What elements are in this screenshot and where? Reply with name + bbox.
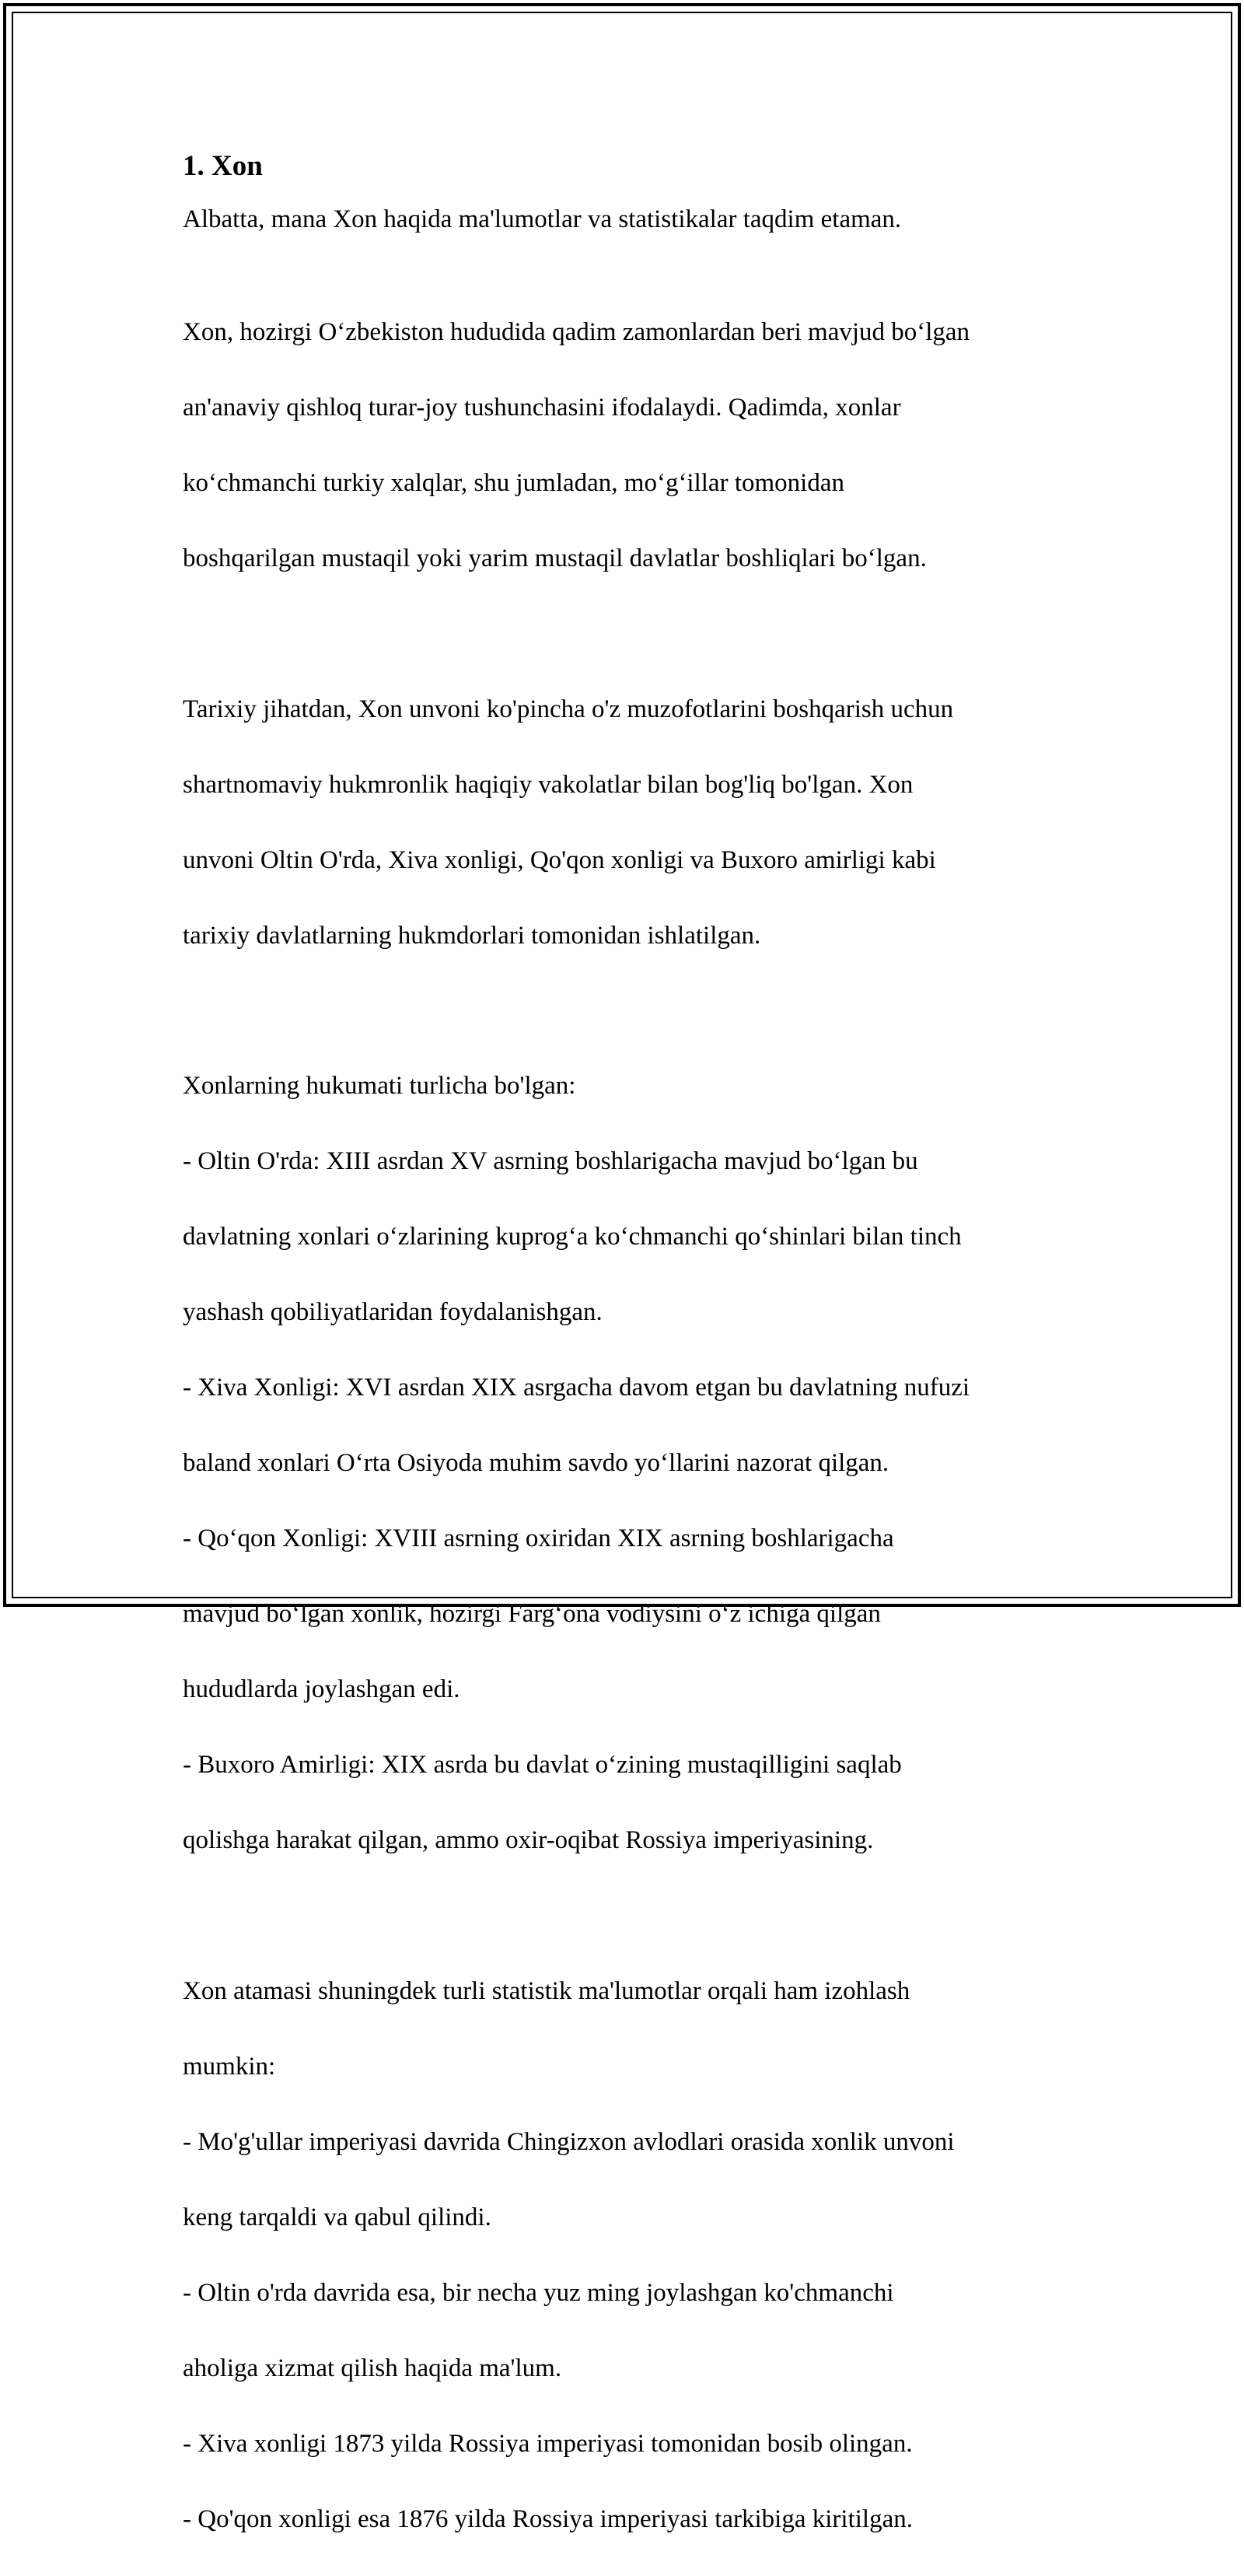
- list-item-line: qolishga harakat qilgan, ammo oxir-oqibat Rossiya imperiyasining.: [183, 1826, 874, 1854]
- list-item-line: - Qo'qon xonligi esa 1876 yilda Rossiya imperiyasi tarkibiga kiritilgan.: [183, 2504, 913, 2533]
- paragraph-history: [183, 653, 1085, 992]
- spacer: [183, 1897, 1085, 1934]
- document-body: [183, 148, 1085, 2576]
- list-item-line: - Xiva Xonligi: XVI asrdan XIX asrgacha davom etgan bu davlatning nufuzi: [183, 1374, 970, 1402]
- list-item-line: - Buxoro Amirligi: XIX asrda bu davlat o‘zining mustaqilligini saqlab: [183, 1751, 902, 1779]
- text-line: mumkin:: [183, 2052, 276, 2081]
- spacer: [183, 185, 1085, 201]
- list-item-line: - Qo‘qon Xonligi: XVIII asrning oxiridan XIX asrning boshlarigacha: [183, 1524, 894, 1552]
- paragraph-statistics: [183, 1934, 1085, 2576]
- text-line: Xon atamasi shuningdek turli statistik ma'lumotlar orqali ham izohlash: [183, 1976, 910, 2005]
- text-line: tarixiy davlatlarning hukmdorlari tomonidan ishlatilgan.: [183, 921, 761, 950]
- list-item-line: mavjud bo‘lgan xonlik, hozirgi Farg‘ona vodiysini o‘z ichiga qilgan: [183, 1600, 881, 1628]
- spacer: [183, 239, 1085, 276]
- list-item-line: aholiga xizmat qilish haqida ma'lum.: [183, 2354, 562, 2382]
- paragraph-definition: [183, 276, 1085, 616]
- text-line: ko‘chmanchi turkiy xalqlar, shu jumladan, mo‘g‘illar tomonidan: [183, 469, 844, 497]
- list-item-line: keng tarqaldi va qabul qilindi.: [183, 2203, 491, 2231]
- text-line: unvoni Oltin O'rda, Xiva xonligi, Qo'qon xonligi va Buxoro amirligi kabi: [183, 845, 936, 874]
- list-item-line: yashash qobiliyatlaridan foydalanishgan.: [183, 1298, 603, 1326]
- text-line: an'anaviy qishloq turar-joy tushunchasini ifodalaydi. Qadimda, xonlar: [183, 394, 901, 422]
- list-item-line: - Xiva xonligi 1873 yilda Rossiya imperiyasi tomonidan bosib olingan.: [183, 2429, 913, 2458]
- text-line: shartnomaviy hukmronlik haqiqiy vakolatlar bilan bog'liq bo'lgan. Xon: [183, 770, 914, 799]
- text-line: Xon, hozirgi O‘zbekiston hududida qadim zamonlardan beri mavjud bo‘lgan: [183, 318, 970, 346]
- section-title: 1. Xon: [183, 150, 263, 182]
- text-line: Tarixiy jihatdan, Xon unvoni ko'pincha o'z muzofotlarini boshqarish uchun: [183, 695, 954, 723]
- list-item-line: - Mo'g'ullar imperiyasi davrida Chingizxon avlodlari orasida xonlik unvoni: [183, 2127, 955, 2156]
- list-item-line: hududlarda joylashgan edi.: [183, 1675, 460, 1703]
- list-item-line: - Oltin o'rda davrida esa, bir necha yuz ming joylashgan ko'chmanchi: [183, 2278, 894, 2307]
- list-item-line: - Oltin O'rda: XIII asrdan XV asrning boshlarigacha mavjud bo‘lgan bu: [183, 1147, 918, 1175]
- paragraph-governments: [183, 1030, 1085, 1898]
- spacer: [183, 992, 1085, 1030]
- text-line: boshqarilgan mustaqil yoki yarim mustaqil davlatlar boshliqlari bo‘lgan.: [183, 544, 927, 572]
- intro-paragraph: Albatta, mana Xon haqida ma'lumotlar va statistikalar taqdim etaman.: [183, 205, 902, 233]
- list-item-line: baland xonlari O‘rta Osiyoda muhim savdo yo‘llarini nazorat qilgan.: [183, 1449, 889, 1477]
- text-line: Xonlarning hukumati turlicha bo'lgan:: [183, 1072, 576, 1100]
- spacer: [183, 615, 1085, 653]
- list-item-line: davlatning xonlari o‘zlarining kuprog‘a ko‘chmanchi qo‘shinlari bilan tinch: [183, 1223, 962, 1251]
